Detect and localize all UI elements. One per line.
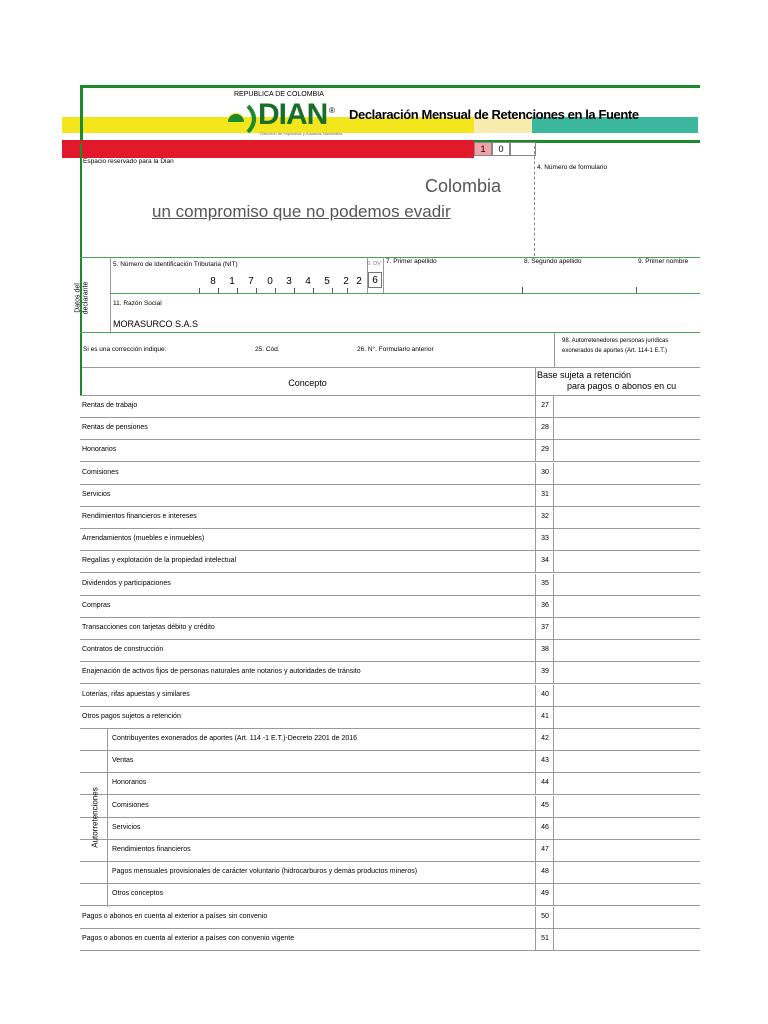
razon-social-field[interactable]: MORASURCO S.A.S bbox=[113, 319, 199, 329]
table-row bbox=[80, 818, 700, 840]
table-row bbox=[80, 907, 700, 929]
row-number: 28 bbox=[541, 424, 549, 432]
base-value-field[interactable] bbox=[553, 418, 701, 439]
base-divider bbox=[535, 367, 536, 395]
row-label: Pagos mensuales provisionales de carácter voluntario (hidrocarburos y demás productos mineros) bbox=[112, 868, 418, 876]
row-number: 27 bbox=[541, 402, 549, 409]
row-number: 35 bbox=[541, 579, 549, 587]
slogan-colombia: Colombia bbox=[425, 176, 502, 196]
table-row bbox=[80, 551, 700, 573]
base-value-field[interactable] bbox=[553, 529, 701, 550]
form-code-digit-1: 1 bbox=[474, 142, 492, 156]
base-value-field[interactable] bbox=[553, 618, 701, 639]
autorretenciones-label: Autorretenciones bbox=[90, 787, 100, 848]
nit-label: 5. Número de Identificación Tributaria (NIT) bbox=[113, 261, 238, 268]
row-label: Transacciones con tarjetas débito y crédito bbox=[82, 624, 215, 631]
base-value-field[interactable] bbox=[553, 773, 701, 794]
row-number: 47 bbox=[541, 846, 549, 853]
row-label: Dividendos y participaciones bbox=[82, 579, 171, 587]
auto-divider bbox=[554, 333, 555, 367]
row-number: 42 bbox=[541, 735, 549, 742]
row-num-divider bbox=[535, 396, 536, 417]
base-value-field[interactable] bbox=[553, 796, 701, 817]
row-num-divider bbox=[535, 773, 536, 794]
table-row bbox=[80, 685, 700, 707]
nit-digit: 2 bbox=[343, 276, 349, 287]
table-row bbox=[80, 529, 700, 551]
row-num-divider bbox=[535, 574, 536, 595]
nit-digit: 4 bbox=[305, 276, 311, 287]
row-label: Comisiones bbox=[82, 468, 119, 476]
row-num-divider bbox=[535, 463, 536, 484]
row-number: 46 bbox=[541, 823, 549, 831]
base-value-field[interactable] bbox=[553, 574, 701, 595]
slogan-text: un compromiso que no podemos evadir bbox=[152, 202, 451, 221]
base-value-field[interactable] bbox=[553, 685, 701, 706]
declarant-side-2: declarante bbox=[82, 281, 90, 315]
row-num-divider bbox=[535, 818, 536, 839]
nit-digit: 2 bbox=[356, 276, 362, 287]
table-row bbox=[80, 729, 700, 751]
table-row bbox=[80, 773, 700, 795]
apellidos-input[interactable] bbox=[384, 270, 698, 292]
table-row bbox=[80, 796, 700, 818]
row-label: Loterías, rifas apuestas y similares bbox=[82, 690, 190, 698]
base-value-field[interactable] bbox=[553, 507, 701, 528]
row-label: Honorarios bbox=[82, 446, 117, 454]
dv-field[interactable]: 6 bbox=[368, 272, 382, 288]
row-num-divider bbox=[535, 618, 536, 639]
row-num-divider bbox=[535, 751, 536, 772]
base-value-field[interactable] bbox=[553, 463, 701, 484]
row-num-divider bbox=[535, 662, 536, 683]
correction-form-label: 26. N°. Formulario anterior bbox=[357, 346, 434, 353]
table-row bbox=[80, 840, 700, 862]
base-header-2: para pagos o abonos en cu bbox=[567, 381, 677, 391]
form-code-box bbox=[510, 142, 536, 156]
base-value-field[interactable] bbox=[553, 818, 701, 839]
auto-label-1: 98. Autorretenedores personas jurídicas bbox=[562, 338, 669, 344]
row-number: 39 bbox=[541, 668, 549, 676]
row-label: Otros conceptos bbox=[112, 890, 163, 898]
declarant-side-1: Datos del bbox=[74, 283, 82, 313]
row-num-divider bbox=[535, 729, 536, 750]
row-num-divider bbox=[535, 884, 536, 905]
row-number: 45 bbox=[541, 801, 549, 809]
row-label: Pagos o abonos en cuenta al exterior a países con convenio vigente bbox=[82, 934, 295, 942]
correction-cod-label: 25. Cód. bbox=[255, 346, 280, 353]
table-row bbox=[80, 751, 700, 773]
base-value-field[interactable] bbox=[553, 929, 701, 950]
row-number: 50 bbox=[541, 912, 549, 920]
row-num-divider bbox=[535, 529, 536, 550]
table-row bbox=[80, 618, 700, 640]
nit-digit: 8 bbox=[210, 276, 216, 287]
table-row bbox=[80, 396, 700, 418]
base-header-1: Base sujeta a retención bbox=[537, 370, 632, 380]
row-num-divider bbox=[535, 485, 536, 506]
razon-label: 11. Razón Social bbox=[113, 300, 162, 307]
declarant-side-label bbox=[74, 262, 108, 330]
table-row bbox=[80, 929, 700, 951]
nit-digit: 1 bbox=[229, 276, 235, 287]
base-value-field[interactable] bbox=[553, 440, 701, 461]
form-number-label: 4. Número de formulario bbox=[537, 164, 608, 171]
table-row bbox=[80, 463, 700, 485]
row-num-divider bbox=[535, 440, 536, 461]
dian-logo-subtitle: Dirección de Impuestos y Aduanas Nacionales bbox=[260, 131, 343, 136]
row-num-divider bbox=[535, 418, 536, 439]
apellido2-label: 8. Segundo apellido bbox=[524, 258, 582, 265]
base-value-field[interactable] bbox=[553, 396, 701, 417]
table-row bbox=[80, 507, 700, 529]
auto-label-2: exonerados de aportes (Art. 114-1 E.T.) bbox=[562, 348, 667, 354]
nit-digit: 7 bbox=[248, 276, 254, 287]
table-row bbox=[80, 440, 700, 462]
auto-group-line bbox=[107, 729, 108, 907]
base-value-field[interactable] bbox=[553, 596, 701, 617]
declarant-inner-line bbox=[110, 257, 111, 333]
reserved-label: Espacio reservado para la Dian bbox=[83, 158, 174, 165]
row-num-divider bbox=[535, 596, 536, 617]
table-row bbox=[80, 662, 700, 684]
row-number: 51 bbox=[541, 934, 549, 942]
row-number: 37 bbox=[541, 624, 549, 631]
row-label: Contratos de construcción bbox=[82, 646, 164, 654]
row-num-divider bbox=[535, 640, 536, 661]
row-number: 49 bbox=[541, 890, 549, 898]
correction-bottom-line bbox=[80, 367, 700, 368]
base-value-field[interactable] bbox=[553, 884, 701, 905]
dian-logo-text: DIAN bbox=[258, 98, 328, 131]
table-row bbox=[80, 418, 700, 440]
flag-red-bar bbox=[62, 140, 474, 158]
row-number: 38 bbox=[541, 646, 549, 654]
row-number: 34 bbox=[541, 557, 549, 565]
table-row bbox=[80, 862, 700, 884]
base-value-field[interactable] bbox=[553, 862, 701, 883]
row-number: 32 bbox=[541, 513, 549, 520]
base-value-field[interactable] bbox=[553, 485, 701, 506]
form-number-divider bbox=[534, 146, 535, 256]
row-label: Servicios bbox=[82, 490, 111, 498]
base-value-field[interactable] bbox=[553, 551, 701, 572]
row-label: Rendimientos financieros e intereses bbox=[82, 513, 197, 520]
row-number: 30 bbox=[541, 468, 549, 476]
row-label: Rendimientos financieros bbox=[112, 846, 191, 853]
apellido1-label: 7. Primer apellido bbox=[386, 258, 437, 265]
base-value-field[interactable] bbox=[553, 907, 701, 928]
row-label: Otros pagos sujetos a retención bbox=[82, 712, 181, 720]
base-value-field[interactable] bbox=[553, 840, 701, 861]
row-label: Rentas de pensiones bbox=[82, 424, 148, 432]
base-value-field[interactable] bbox=[553, 662, 701, 683]
base-value-field[interactable] bbox=[553, 640, 701, 661]
base-value-field[interactable] bbox=[553, 729, 701, 750]
row-num-divider bbox=[535, 707, 536, 728]
row-num-divider bbox=[535, 862, 536, 883]
row-number: 36 bbox=[541, 601, 549, 609]
table-row bbox=[80, 640, 700, 662]
nit-digit: 5 bbox=[324, 276, 330, 287]
row-number: 40 bbox=[541, 690, 549, 698]
correction-label: Si es una corrección indique: bbox=[83, 346, 167, 353]
row-label: Rentas de trabajo bbox=[82, 402, 138, 409]
form-title: Declaración Mensual de Retenciones en la Fuente bbox=[349, 107, 639, 122]
row-num-divider bbox=[535, 507, 536, 528]
table-row bbox=[80, 884, 700, 906]
row-number: 43 bbox=[541, 757, 549, 765]
row-label: Pagos o abonos en cuenta al exterior a países sin convenio bbox=[82, 912, 268, 920]
dv-label: 6. DV bbox=[367, 261, 381, 267]
row-label: Regalías y explotación de la propiedad intelectual bbox=[82, 557, 237, 565]
base-value-field[interactable] bbox=[553, 707, 701, 728]
autorretenciones-side bbox=[80, 729, 107, 907]
row-label: Ventas bbox=[112, 757, 134, 765]
nit-digit: 3 bbox=[286, 276, 292, 287]
row-label: Honorarios bbox=[112, 779, 147, 787]
row-label: Comisiones bbox=[112, 801, 149, 809]
row-num-divider bbox=[535, 685, 536, 706]
row-label: Enajenación de activos fijos de personas naturales ante notarios y autoridades de tránsito bbox=[82, 668, 361, 676]
row-number: 31 bbox=[541, 490, 549, 498]
row-label: Servicios bbox=[112, 823, 141, 831]
nombre1-label: 9. Primer nombre bbox=[638, 258, 689, 265]
nit-digit: 0 bbox=[267, 276, 273, 287]
dian-logo-icon bbox=[224, 104, 260, 134]
table-row bbox=[80, 596, 700, 618]
row-num-divider bbox=[535, 929, 536, 950]
base-value-field[interactable] bbox=[553, 751, 701, 772]
row-num-divider bbox=[535, 907, 536, 928]
row-num-divider bbox=[535, 796, 536, 817]
table-row bbox=[80, 485, 700, 507]
table-row bbox=[80, 707, 700, 729]
concepto-header: Concepto bbox=[288, 378, 327, 388]
row-number: 33 bbox=[541, 535, 549, 543]
declarant-mid-line bbox=[110, 293, 700, 294]
row-label: Compras bbox=[82, 601, 111, 609]
form-code-digit-2: 0 bbox=[492, 142, 510, 156]
row-number: 48 bbox=[541, 868, 549, 876]
row-number: 44 bbox=[541, 779, 549, 787]
registered-mark: ® bbox=[329, 106, 335, 115]
row-label: Arrendamientos (muebles e inmuebles) bbox=[82, 535, 205, 543]
row-number: 29 bbox=[541, 446, 549, 454]
row-label: Contribuyentes exonerados de aportes (Art. 114 -1 E.T.)-Decreto 2201 de 2016 bbox=[112, 735, 358, 742]
row-num-divider bbox=[535, 551, 536, 572]
row-number: 41 bbox=[541, 712, 549, 720]
republica-label: REPUBLICA DE COLOMBIA bbox=[234, 91, 324, 98]
row-num-divider bbox=[535, 840, 536, 861]
left-border bbox=[80, 143, 82, 395]
declarant-bottom-line bbox=[80, 332, 700, 333]
table-row bbox=[80, 574, 700, 596]
